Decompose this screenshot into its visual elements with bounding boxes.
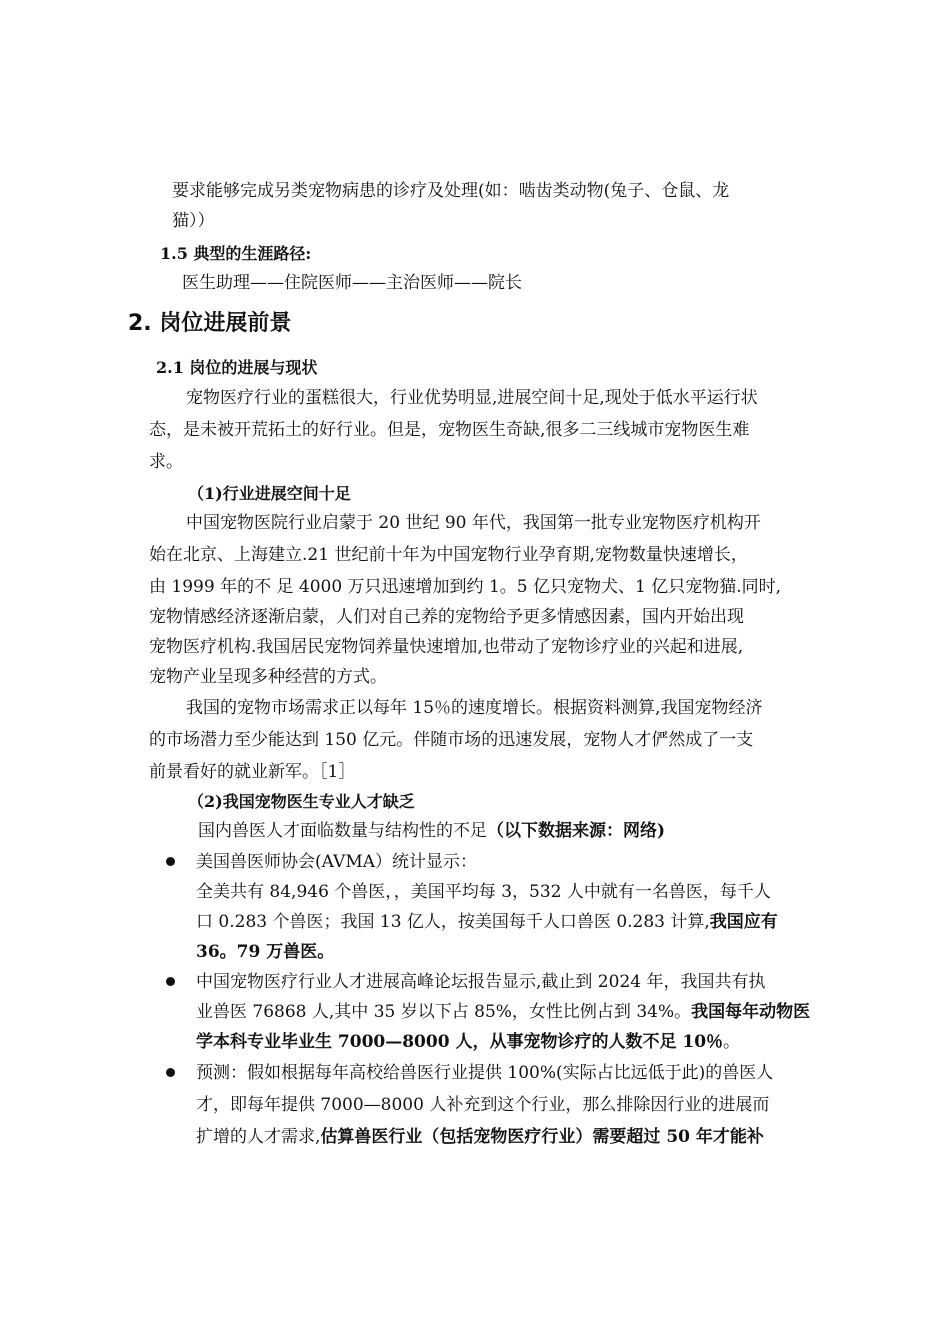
bullet-emphasis: 我国应有 — [709, 912, 778, 932]
section-2-heading: 2. 岗位进展前景 — [128, 311, 292, 336]
bullet-1-line — [196, 911, 778, 933]
paragraph-3-line: 我国的宠物市场需求正以每年 15％的速度增长。根据资料测算,我国宠物经济 — [186, 698, 763, 718]
bullet-dot — [166, 977, 175, 986]
paragraph-2-line: 中国宠物医院行业启蒙于 20 世纪 90 年代，我国第一批专业宠物医疗机构开 — [186, 513, 761, 533]
paragraph-2-line: 由 1999 年的不 足 4000 万只迅速增加到约 1。5 亿只宠物犬、1 亿只宠物猫.同时, — [149, 577, 782, 597]
bullet-2-line — [196, 1031, 740, 1053]
career-path-text: 医生助理——住院医师——主治医师——院长 — [182, 273, 522, 293]
intro-line-1: 要求能够完成另类宠物病患的诊疗及处理(如：啮齿类动物(兔子、仓鼠、龙 — [172, 181, 730, 201]
bullet-3-line — [196, 1062, 773, 1084]
paragraph-1-line: 态，是未被开荒拓土的好行业。但是，宠物医生奇缺,很多二三线城市宠物医生难 — [149, 420, 750, 440]
bullet-emphasis: 学本科专业毕业生 7000—8000 人，从事宠物诊疗的人数不足 10％ — [196, 1032, 724, 1052]
bullet-text: 业兽医 76868 人,其中 35 岁以下占 85%，女性比例占到 34%。 — [196, 1002, 692, 1022]
bullet-text: 口 0.283 个兽医；我国 13 亿人，按美国每千人口兽医 0.283 计算, — [196, 912, 710, 932]
bullet-emphasis: 36。79 万兽医。 — [196, 942, 335, 962]
career-path-heading: 1.5 典型的生涯路径: — [160, 244, 312, 263]
bullet-text: 预测：假如根据每年高校给兽医行业提供 100%(实际占比远低于此)的兽医人 — [196, 1063, 774, 1083]
paragraph-3-line: 前景看好的就业新军。［1］ — [149, 762, 356, 782]
bullet-text: 。 — [723, 1032, 741, 1052]
section-2-1-heading: 2.1 岗位的进展与现状 — [156, 358, 318, 377]
intro-line-2: 猫）） — [172, 211, 215, 231]
paragraph-4-text: 国内兽医人才面临数量与结构性的不足 — [198, 821, 487, 841]
bullet-emphasis: 估算兽医行业（包括宠物医疗行业）需要超过 50 年才能补 — [320, 1127, 764, 1147]
bullet-text: 中国宠物医疗行业人才进展高峰论坛报告显示,截止到 2024 年，我国共有执 — [196, 972, 766, 992]
data-source-note: （以下数据来源：网络) — [487, 821, 666, 841]
bullet-emphasis: 我国每年动物医 — [691, 1002, 811, 1022]
bullet-dot — [166, 857, 175, 866]
paragraph-1-line: 宠物医疗行业的蛋糕很大，行业优势明显,进展空间十足,现处于低水平运行状 — [186, 388, 758, 408]
item-2-heading: （2)我国宠物医生专业人才缺乏 — [188, 792, 415, 811]
paragraph-4-line — [198, 820, 665, 842]
bullet-1-line — [196, 851, 477, 873]
bullet-text: 扩增的人才需求, — [196, 1127, 321, 1147]
bullet-1-line — [196, 881, 771, 903]
bullet-text: 才，即每年提供 7000—8000 人补充到这个行业，那么排除因行业的进展而 — [196, 1095, 770, 1115]
paragraph-3-line: 的市场潜力至少能达到 150 亿元。伴随市场的迅速发展，宠物人才俨然成了一支 — [149, 730, 754, 750]
bullet-dot — [166, 1068, 175, 1077]
paragraph-2-line: 始在北京、上海建立.21 世纪前十年为中国宠物行业孕育期,宠物数量快速增长， — [149, 545, 748, 565]
paragraph-2-line: 宠物产业呈现多种经营的方式。 — [149, 667, 387, 687]
item-1-heading: （1)行业进展空间十足 — [188, 484, 351, 503]
bullet-2-line — [196, 1001, 810, 1023]
paragraph-2-line: 宠物情感经济逐渐启蒙，人们对自己养的宠物给予更多情感因素，国内开始出现 — [149, 607, 744, 627]
bullet-3-line — [196, 1094, 769, 1116]
bullet-1-line — [196, 941, 334, 963]
bullet-text: 美国兽医师协会(AVMA）统计显示： — [196, 852, 478, 872]
paragraph-1-line: 求。 — [149, 452, 183, 472]
bullet-3-line — [196, 1126, 764, 1148]
bullet-2-line — [196, 971, 765, 993]
bullet-text: 全美共有 84,946 个兽医，，美国平均每 3，532 人中就有一名兽医，每千人 — [196, 882, 771, 902]
paragraph-2-line: 宠物医疗机构.我国居民宠物饲养量快速增加,也带动了宠物诊疗业的兴起和进展, — [149, 637, 744, 657]
